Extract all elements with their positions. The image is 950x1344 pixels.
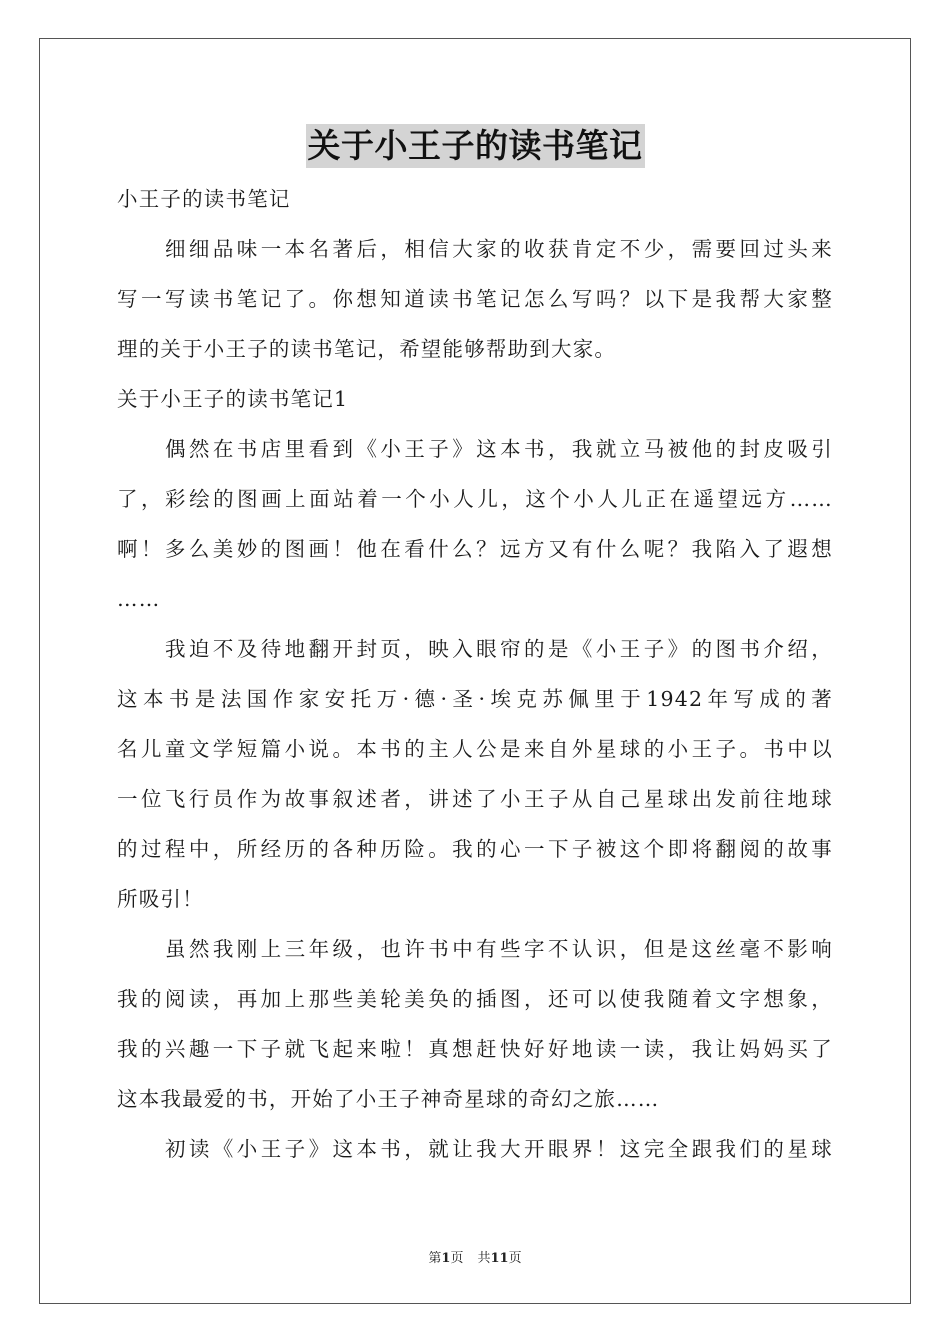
text-line: 了，彩绘的图画上面站着一个小人儿，这个小人儿正在遥望远方…… bbox=[117, 487, 833, 511]
text-line: 细细品味一本名著后，相信大家的收获肯定不少，需要回过头来 bbox=[165, 237, 833, 261]
text-line: 名儿童文学短篇小说。本书的主人公是来自外星球的小王子。书中以 bbox=[117, 737, 833, 761]
text-line: 的过程中，所经历的各种历险。我的心一下子被这个即将翻阅的故事 bbox=[117, 837, 833, 861]
title-container bbox=[0, 124, 950, 168]
text-line: 一位飞行员作为故事叙述者，讲述了小王子从自己星球出发前往地球 bbox=[117, 787, 833, 811]
text-line: 所吸引！ bbox=[117, 887, 204, 911]
text-line: 理的关于小王子的读书笔记，希望能够帮助到大家。 bbox=[117, 337, 617, 361]
text-line: 虽然我刚上三年级，也许书中有些字不认识，但是这丝毫不影响 bbox=[165, 937, 833, 961]
document-title: 关于小王子的读书笔记 bbox=[306, 124, 645, 168]
text-line: 这本书是法国作家安托万·德·圣·埃克苏佩里于1942年写成的著 bbox=[117, 687, 833, 711]
document-body bbox=[117, 174, 833, 1174]
page-footer bbox=[0, 1247, 950, 1266]
text-line: 我的兴趣一下子就飞起来啦！真想赶快好好地读一读，我让妈妈买了 bbox=[117, 1037, 833, 1061]
text-line: 初读《小王子》这本书，就让我大开眼界！这完全跟我们的星球 bbox=[165, 1137, 833, 1161]
text-line: 偶然在书店里看到《小王子》这本书，我就立马被他的封皮吸引 bbox=[165, 437, 833, 461]
page-number-label: 第1页 bbox=[428, 1251, 464, 1266]
text-line: 我迫不及待地翻开封页，映入眼帘的是《小王子》的图书介绍， bbox=[165, 637, 833, 661]
text-line: 这本我最爱的书，开始了小王子神奇星球的奇幻之旅…… bbox=[117, 1087, 660, 1111]
text-line: 啊！多么美妙的图画！他在看什么？远方又有什么呢？我陷入了遐想 bbox=[117, 537, 833, 561]
body-lines bbox=[117, 224, 833, 1174]
total-pages-label: 共11页 bbox=[477, 1251, 522, 1266]
text-line: 我的阅读，再加上那些美轮美奂的插图，还可以使我随着文字想象， bbox=[117, 987, 833, 1011]
text-line: 关于小王子的读书笔记1 bbox=[117, 387, 349, 411]
text-line: 写一写读书笔记了。你想知道读书笔记怎么写吗？以下是我帮大家整 bbox=[117, 287, 833, 311]
text-line: …… bbox=[117, 587, 161, 611]
document-subtitle: 小王子的读书笔记 bbox=[117, 187, 291, 211]
